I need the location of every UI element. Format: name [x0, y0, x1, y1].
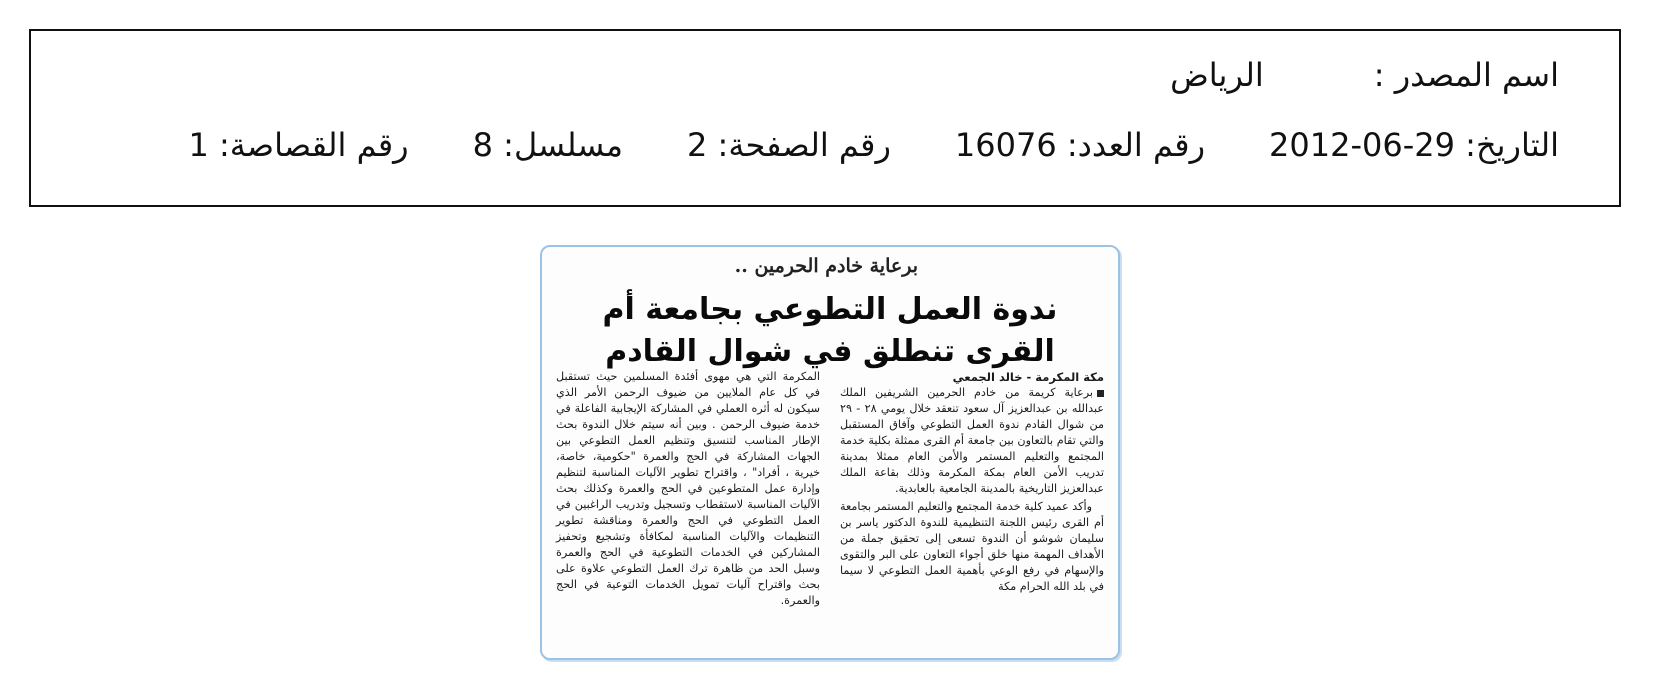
date-label: التاريخ: — [1465, 126, 1559, 164]
clip-field — [188, 125, 408, 165]
article-column-left — [556, 369, 820, 609]
date-field — [1269, 125, 1559, 165]
page-value: 2 — [687, 126, 708, 164]
details-row — [188, 125, 1559, 165]
clip-label: رقم القصاصة: — [218, 126, 409, 164]
serial-field — [473, 125, 623, 165]
article-kicker: برعاية خادم الحرمين .. — [734, 255, 918, 277]
bullet-icon — [1097, 390, 1104, 397]
clip-value: 1 — [188, 126, 209, 164]
issue-label: رقم العدد: — [1066, 126, 1206, 164]
article-paragraph — [840, 385, 1104, 497]
page-label: رقم الصفحة: — [717, 126, 891, 164]
date-value: 2012-06-29 — [1269, 126, 1455, 164]
source-row — [1170, 55, 1559, 95]
article-paragraph: وأكد عميد كلية خدمة المجتمع والتعليم المستمر بجامعة أم القرى رئيس اللجنة التنظيمية للندوة الدكتور ياسر بن سليمان شوشو أن الندوة تسعى إلى تحقيق جملة من الأهداف المهمة منها خلق أجواء التعاون على البر والتقوى والإسهام في رفع الوعي بأهمية العمل التطوعي لا سيما في بلد الله الحرام مكة — [840, 500, 1104, 593]
serial-label: مسلسل: — [503, 126, 623, 164]
source-label: اسم المصدر : — [1373, 56, 1559, 94]
source-value: الرياض — [1170, 56, 1264, 94]
article-column-right — [840, 369, 1104, 595]
issue-value: 16076 — [954, 126, 1057, 164]
article-paragraph: المكرمة التي هي مهوى أفئدة المسلمين حيث تستقبل في كل عام الملايين من ضيوف الرحمن الأمر الذي سيكون له أثره العملي في المشاركة الإيجابية الفاعلة في خدمة ضيوف الرحمن . وبين أنه سيتم خلال الندوة بحث الإطار المناسب لتنسيق وتنظيم العمل التطوعي بين الجهات المشاركة في الحج والعمرة "حكومية، خاصة، خيرية ، أفراد" ، واقتراح تطوير الآليات المناسبة لتنظيم وإدارة عمل المتطوعين في الحج والعمرة وكذلك بحث الآليات المناسبة لاستقطاب وتسجيل وتدريب الراغبين في العمل التطوعي في الحج والعمرة ومناقشة تطوير التنظيمات والآليات المناسبة لمكافأة وتشجيع وتحفيز المشاركين في الخدمات التطوعية في الحج والعمرة وسبل الحد من ظاهرة ترك العمل التطوعي علاوة على بحث واقتراح آليات تمويل الخدمات التوعية في الحج والعمرة. — [556, 370, 820, 607]
page-field — [687, 125, 891, 165]
paragraph-text: برعاية كريمة من خادم الحرمين الشريفين الملك عبدالله بن عبدالعزيز آل سعود تنعقد خلال يومي ٢٨ - ٢٩ من شوال القادم ندوة العمل التطوعي وآفاق المستقبل والتي تقام بالتعاون بين جامعة أم القرى ممثلة بكلية خدمة المجتمع والتعليم المستمر والأمن العام ممثلا بمدينة تدريب الأمن العام بمكة المكرمة وذلك بقاعة الملك عبدالعزيز التاريخية بالمدينة الجامعية بالعابدية. — [839, 386, 1104, 495]
metadata-box — [29, 29, 1621, 207]
issue-field — [955, 125, 1205, 165]
serial-value: 8 — [472, 126, 493, 164]
article-byline: مكة المكرمة - خالد الجمعي — [952, 370, 1104, 384]
newspaper-clipping — [540, 245, 1120, 660]
article-headline: ندوة العمل التطوعي بجامعة أم القرى تنطلق في شوال القادم — [602, 292, 1058, 369]
